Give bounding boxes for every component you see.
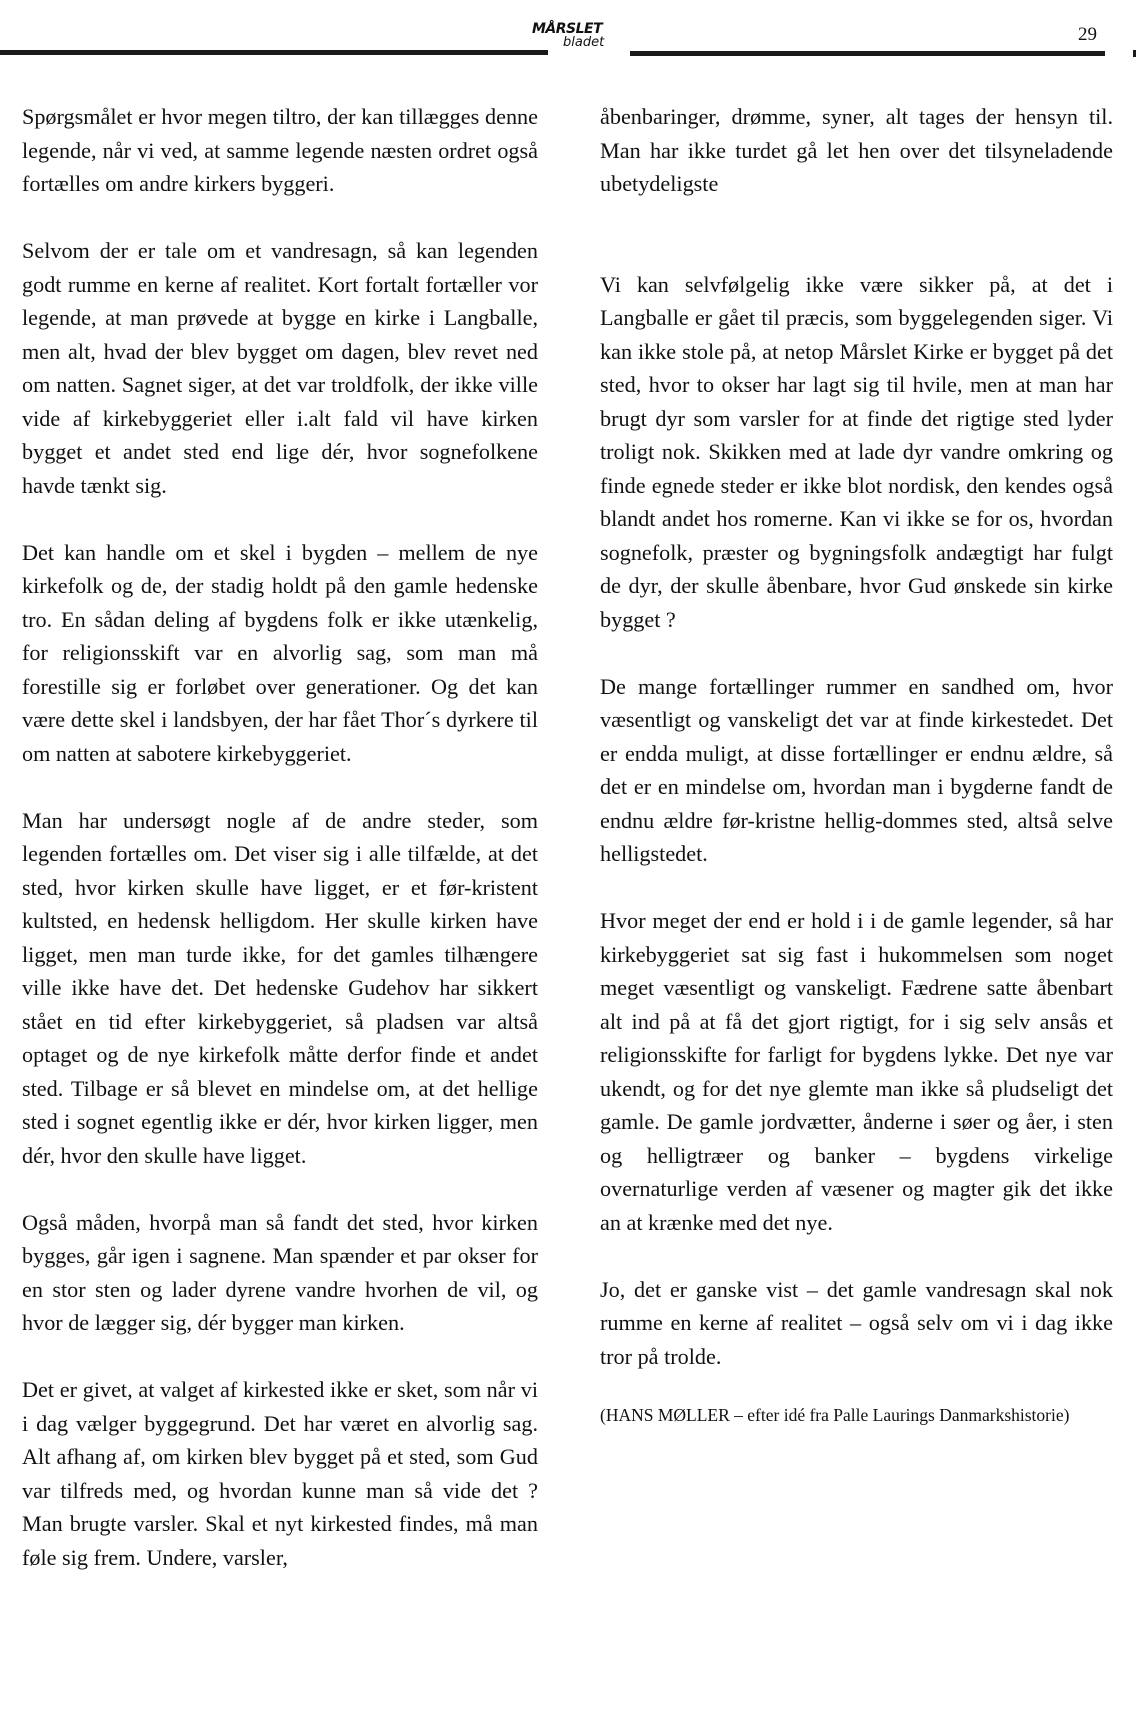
page-header xyxy=(0,0,1138,70)
left-column xyxy=(22,100,538,1608)
paragraph: Det er givet, at valget af kirkested ikke er sket, som når vi i dag vælger byggegrund. Det har været en alvorlig sag. Alt afhang af, om kirken blev bygget på et sted, som Gud var tilfreds med, og hvordan kunne man så vide det ? Man brugte varsler. Skal et nyt kirkested findes, må man føle sig frem. Undere, varsler, xyxy=(22,1377,538,1570)
paragraph: Selvom der er tale om et vandresagn, så kan legenden godt rumme en kerne af realitet. Kort fortalt fortæller vor legende, at man prøvede at bygge en kirke i Langballe, men alt, hvad der blev bygget om dagen, blev revet ned om natten. Sagnet siger, at det var troldfolk, der ikke ville vide af kirkebyggeriet eller i.alt fald vil have kirken bygget et andet sted end lige dér, hvor sognefolkene havde tænkt sig. xyxy=(22,238,538,498)
right-column xyxy=(600,100,1113,1460)
paragraph: Hvor meget der end er hold i i de gamle legender, så har kirkebyggeriet sat sig fast i hukommelsen som noget meget væsentligt og vanskeligt. Fædrene satte åbenbart alt ind på at få det gjort rigtigt, for i sig selv ansås et religionsskifte for farligt for bygdens lykke. Det nye var ukendt, og for det nye glemte man ikke så pludseligt det gamle. De gamle jordvætter, ånderne i søer og åer, i sten og helligtræer og banker – bygdens virkelige overnaturlige verden af væsener og magter gik det ikke an at krænke med det nye. xyxy=(600,908,1113,1235)
masthead-subtitle: bladet xyxy=(563,35,605,50)
paragraph: Vi kan selvfølgelig ikke være sikker på, at det i Langballe er gået til præcis, som byggelegenden siger. Vi kan ikke stole på, at netop Mårslet Kirke er bygget på det sted, hvor to okser har lagt sig til hvile, men at man har brugt dyr som varsler for at finde det rigtige sted lyder troligt nok. Skikken med at lade dyr vandre omkring og finde egnede steder er ikke blot nordisk, den kendes også blandt andet hos romerne. Kan vi ikke se for os, hvordan sognefolk, præster og bygningsfolk andægtigt har fulgt de dyr, der skulle åbenbare, hvor Gud ønskede sin kirke bygget ? xyxy=(600,271,1113,632)
paragraph: Det kan handle om et skel i bygden – mellem de nye kirkefolk og de, der stadig holdt på den gamle hedenske tro. En sådan deling af bygdens folk er ikke utænkelig, for religionsskift var en alvorlig sag, som man må forestille sig er forløbet over generationer. Og det kan være dette skel i landsbyen, der har fået Thor´s dyrkere til om natten at sabotere kirkebyggeriet. xyxy=(22,539,538,766)
paragraph: Også måden, hvorpå man så fandt det sted, hvor kirken bygges, går igen i sagnene. Man spænder et par okser for en stor sten og lader dyrene vandre hvorhen de vil, og hvor de lægger sig, dér bygger man kirken. xyxy=(22,1209,538,1335)
paragraph: åbenbaringer, drømme, syner, alt tages der hensyn til. Man har ikke turdet gå let hen over det tilsyneladende ubetydeligste xyxy=(600,104,1113,196)
header-rule-left xyxy=(0,50,548,55)
header-rule-right xyxy=(630,51,1105,56)
masthead-title: MÅRSLET xyxy=(532,21,603,37)
author-credit: (HANS MØLLER – efter idé fra Palle Laurings Danmarkshistorie) xyxy=(600,1404,1070,1425)
masthead-logo xyxy=(530,22,630,49)
page-number: 29 xyxy=(1078,24,1097,45)
header-rule-mark xyxy=(1133,50,1136,57)
paragraph: De mange fortællinger rummer en sandhed om, hvor væsentligt og vanskeligt det var at finde kirkestedet. Det er endda muligt, at disse fortællinger er endnu ældre, så det er en mindelse om, hvordan man i bygderne fandt de endnu ældre før-kristne hellig-dommes sted, altså selve helligstedet. xyxy=(600,673,1113,866)
paragraph: Man har undersøgt nogle af de andre steder, som legenden fortælles om. Det viser sig i alle tilfælde, at det sted, hvor kirken skulle have ligget, er et før-kristent kultsted, en hedensk helligdom. Her skulle kirken have ligget, men man turde ikke, for det gamles tilhængere ville ikke have det. Det hedenske Gudehov har sikkert stået en tid efter kirkebyggeriet, så pladsen var altså optaget og de nye kirkefolk måtte derfor finde et andet sted. Tilbage er så blevet en mindelse om, at det hellige sted i sognet egentlig ikke er dér, hvor kirken ligger, men dér, hvor den skulle have ligget. xyxy=(22,807,538,1168)
paragraph: Jo, det er ganske vist – det gamle vandresagn skal nok rumme en kerne af realitet – også selv om vi i dag ikke tror på trolde. xyxy=(600,1276,1113,1369)
paragraph: Spørgsmålet er hvor megen tiltro, der kan tillægges denne legende, når vi ved, at samme legende næsten ordret også fortælles om andre kirkers byggeri. xyxy=(22,104,538,196)
